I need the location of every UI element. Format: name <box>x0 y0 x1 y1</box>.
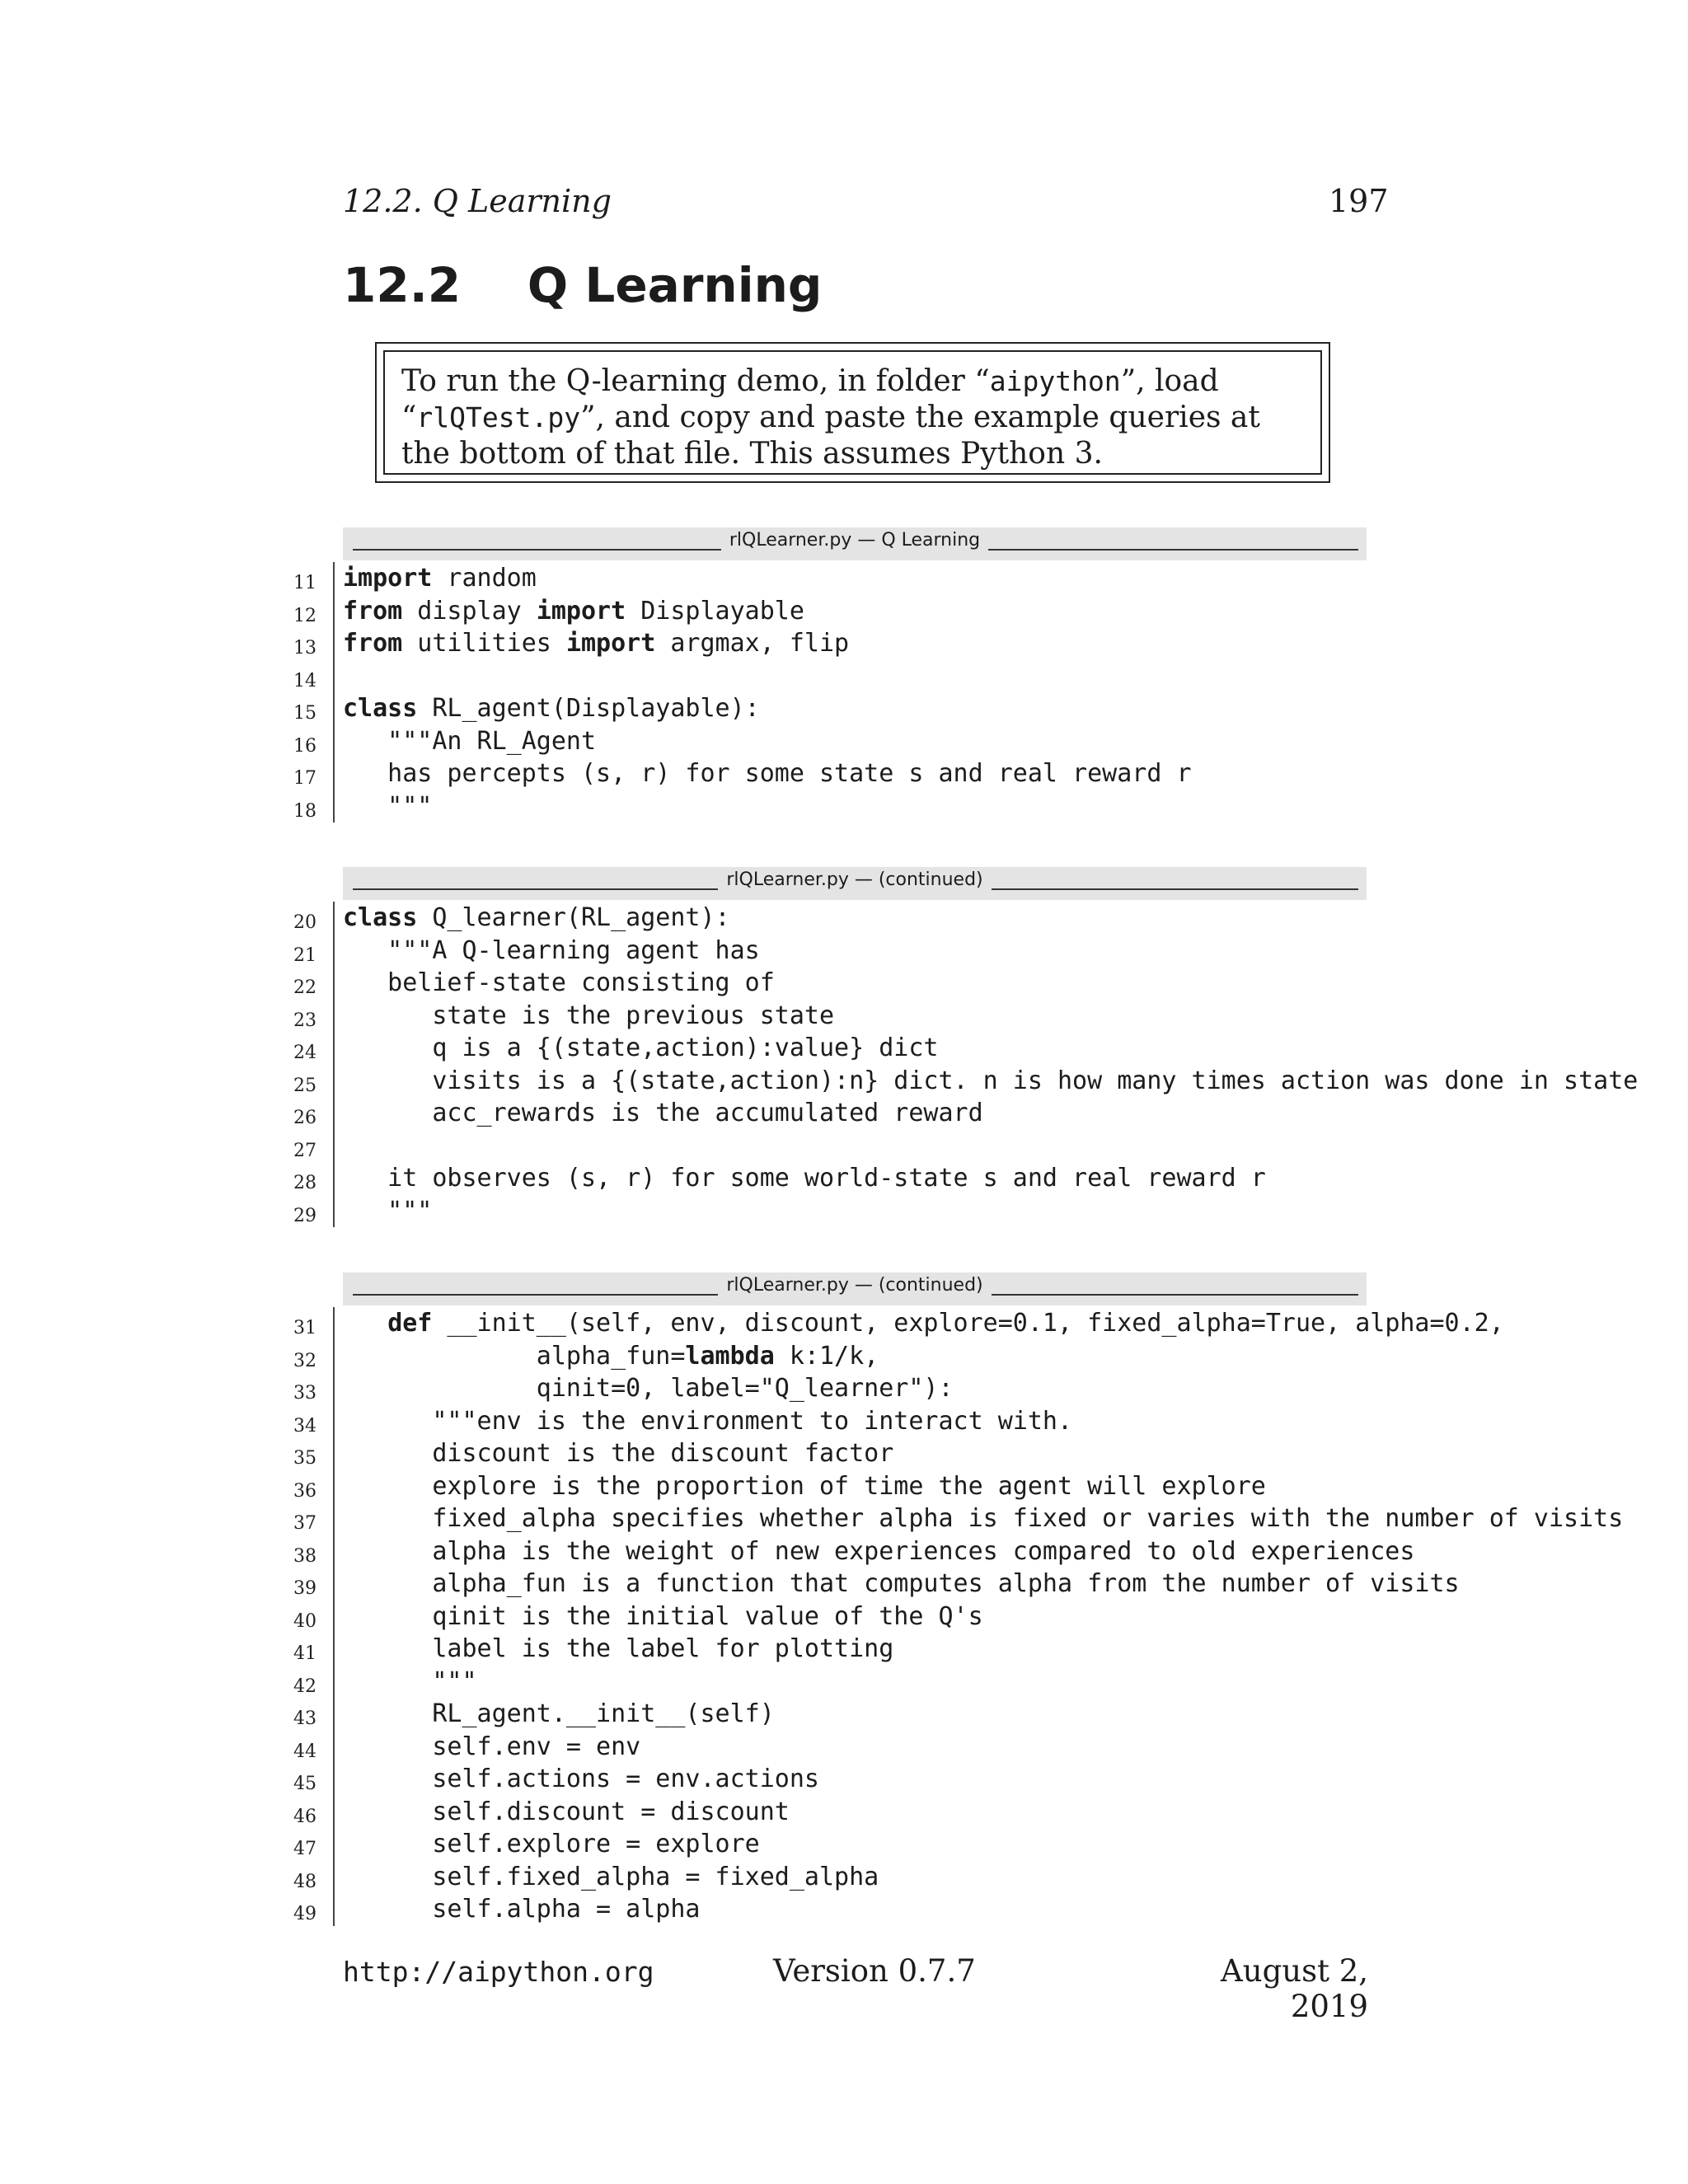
code-text <box>343 967 775 1000</box>
code-text <box>343 902 730 935</box>
line-number: 14 <box>293 670 316 691</box>
note-text-part: ”, and copy and paste the example queries at the bottom of that file. This assumes Python 3. <box>401 401 1260 471</box>
section-number: 12.2 <box>343 257 462 313</box>
code-fragment: fixed_alpha specifies whether alpha is fixed or varies with the number of visits <box>343 1504 1624 1533</box>
note-text <box>401 363 1312 472</box>
code-text <box>343 1065 1638 1098</box>
line-number: 31 <box>293 1318 316 1338</box>
line-number: 48 <box>293 1871 316 1892</box>
gutter-rule <box>333 935 335 968</box>
section-title: Q Learning <box>527 257 823 313</box>
code-fragment: has percepts (s, r) for some state s and real reward r <box>343 759 1192 788</box>
line-number: 44 <box>293 1741 316 1762</box>
line-number: 21 <box>293 944 316 966</box>
line-number: 29 <box>293 1205 316 1226</box>
gutter-rule <box>333 1340 335 1373</box>
code-fragment: discount is the discount factor <box>343 1439 894 1468</box>
code-text <box>343 1097 983 1130</box>
code-text <box>343 1195 432 1228</box>
note-text-part: ”, load “ <box>401 364 1219 434</box>
running-header-title: 12.2. Q Learning <box>343 183 612 219</box>
gutter-rule <box>333 757 335 790</box>
keyword: class <box>343 694 418 723</box>
keyword: lambda <box>685 1341 775 1371</box>
gutter-rule <box>333 1195 335 1228</box>
code-text <box>343 1828 760 1861</box>
gutter-rule <box>333 1763 335 1796</box>
code-fragment: it observes (s, r) for some world-state s and real reward r <box>343 1164 1266 1193</box>
code-text <box>343 562 537 595</box>
code-text <box>343 595 804 628</box>
line-number: 34 <box>293 1415 316 1436</box>
code-text <box>343 935 760 968</box>
code-block-title: rlQLearner.py — (continued) <box>718 1275 991 1296</box>
line-number: 13 <box>293 638 316 658</box>
code-fragment: """ <box>343 1196 433 1226</box>
gutter-rule <box>333 902 335 935</box>
note-box <box>375 342 1330 483</box>
gutter-rule <box>333 967 335 1000</box>
gutter-rule <box>333 1535 335 1568</box>
code-fragment: self.actions = env.actions <box>343 1765 819 1793</box>
keyword: from <box>343 596 403 626</box>
code-fragment: qinit is the initial value of the Q's <box>343 1601 983 1631</box>
code-block-title: rlQLearner.py — (continued) <box>718 869 991 890</box>
line-number: 42 <box>293 1675 316 1697</box>
keyword: import <box>565 629 656 658</box>
line-number: 45 <box>293 1774 316 1794</box>
gutter-rule <box>333 660 335 693</box>
code-text <box>343 1000 834 1033</box>
keyword: from <box>343 629 403 658</box>
keyword: import <box>536 596 626 626</box>
gutter-rule <box>333 1065 335 1098</box>
section-heading <box>343 257 822 313</box>
line-number: 32 <box>293 1350 316 1371</box>
code-fragment: qinit=0, label="Q_learner"): <box>343 1374 954 1403</box>
code-block-header <box>343 1272 1367 1305</box>
code-text <box>343 725 596 758</box>
code-text <box>343 790 432 823</box>
keyword: import <box>343 564 433 593</box>
code-fragment: """env is the environment to interact with. <box>343 1406 1073 1436</box>
line-number: 36 <box>293 1480 316 1502</box>
note-text-part: To run the Q-learning demo, in folder “ <box>401 364 990 398</box>
code-text <box>343 1666 477 1699</box>
code-text <box>343 1307 1504 1340</box>
line-number: 35 <box>293 1448 316 1469</box>
line-number: 33 <box>293 1383 316 1404</box>
gutter-rule <box>333 1502 335 1535</box>
code-text <box>343 1601 983 1633</box>
code-block-title: rlQLearner.py — Q Learning <box>721 530 988 551</box>
gutter-rule <box>333 1893 335 1926</box>
gutter-rule <box>333 1633 335 1666</box>
code-fragment: Q_learner(RL_agent): <box>417 903 730 932</box>
line-number: 17 <box>293 768 316 789</box>
page-number: 197 <box>1329 183 1389 219</box>
gutter-rule <box>333 1731 335 1764</box>
code-fragment: q is a {(state,action):value} dict <box>343 1033 939 1062</box>
line-number: 47 <box>293 1839 316 1859</box>
code-text <box>343 1698 775 1731</box>
footer-url: http://aipython.org <box>343 1956 654 1988</box>
line-number: 43 <box>293 1708 316 1729</box>
line-number: 22 <box>293 977 316 998</box>
line-number: 46 <box>293 1806 316 1827</box>
code-fragment: belief-state consisting of <box>343 968 775 997</box>
code-text <box>343 1032 938 1065</box>
gutter-rule <box>333 1162 335 1195</box>
gutter-rule <box>333 1307 335 1340</box>
code-fragment: self.env = env <box>343 1732 641 1761</box>
code-fragment: self.alpha = alpha <box>343 1895 701 1924</box>
code-fragment: Displayable <box>626 596 804 626</box>
code-fragment: argmax, flip <box>655 629 850 658</box>
code-fragment <box>343 1309 387 1338</box>
line-number: 11 <box>293 573 316 593</box>
gutter-rule <box>333 627 335 660</box>
footer-version: Version 0.7.7 <box>773 1953 976 1989</box>
line-number: 24 <box>293 1043 316 1063</box>
line-number: 15 <box>293 703 316 724</box>
file-name: rlQTest.py <box>416 401 581 434</box>
gutter-rule <box>333 1601 335 1633</box>
code-text <box>343 1372 954 1405</box>
code-text <box>343 1502 1623 1535</box>
line-number: 23 <box>293 1010 316 1031</box>
code-fragment: self.fixed_alpha = fixed_alpha <box>343 1862 879 1891</box>
line-number: 20 <box>293 912 316 933</box>
code-text <box>343 1568 1460 1601</box>
gutter-rule <box>333 1666 335 1699</box>
code-text <box>343 1731 640 1764</box>
line-number: 39 <box>293 1578 316 1599</box>
code-text <box>343 1535 1414 1568</box>
gutter-rule <box>333 595 335 628</box>
gutter-rule <box>333 1000 335 1033</box>
line-number: 16 <box>293 735 316 757</box>
code-fragment: visits is a {(state,action):n} dict. n is how many times action was done in state <box>343 1066 1639 1095</box>
gutter-rule <box>333 1698 335 1731</box>
gutter-rule <box>333 790 335 823</box>
line-number: 37 <box>293 1513 316 1534</box>
line-number: 41 <box>293 1643 316 1664</box>
code-text <box>343 1340 879 1373</box>
code-text <box>343 1405 1072 1438</box>
gutter-rule <box>333 1828 335 1861</box>
code-block-header <box>343 867 1367 900</box>
code-fragment: self.discount = discount <box>343 1797 790 1826</box>
keyword: class <box>343 903 418 932</box>
gutter-rule <box>333 725 335 758</box>
code-text <box>343 692 760 725</box>
code-fragment: utilities <box>402 629 566 658</box>
line-number: 27 <box>293 1140 316 1161</box>
code-text <box>343 1763 819 1796</box>
code-text <box>343 1633 893 1666</box>
code-fragment: """ <box>343 1666 477 1696</box>
code-text <box>343 1893 700 1926</box>
code-fragment: random <box>432 564 537 593</box>
code-fragment: alpha_fun is a function that computes alpha from the number of visits <box>343 1569 1460 1598</box>
line-number: 40 <box>293 1610 316 1632</box>
folder-name: aipython <box>989 365 1121 397</box>
code-fragment: RL_agent(Displayable): <box>417 694 760 723</box>
gutter-rule <box>333 1470 335 1503</box>
line-number: 12 <box>293 605 316 626</box>
footer-date: August 2, 2019 <box>1221 1953 1368 2024</box>
code-fragment: """ <box>343 791 433 821</box>
code-fragment: self.explore = explore <box>343 1830 760 1858</box>
gutter-rule <box>333 1032 335 1065</box>
gutter-rule <box>333 1437 335 1470</box>
code-fragment: __init__(self, env, discount, explore=0.1, fixed_alpha=True, alpha=0.2, <box>432 1309 1504 1338</box>
code-block-header <box>343 527 1367 560</box>
gutter-rule <box>333 1130 335 1163</box>
code-fragment: display <box>402 596 537 626</box>
keyword: def <box>387 1309 433 1338</box>
gutter-rule <box>333 1097 335 1130</box>
code-text <box>343 757 1192 790</box>
code-fragment: state is the previous state <box>343 1001 835 1030</box>
gutter-rule <box>333 692 335 725</box>
code-fragment: explore is the proportion of time the agent will explore <box>343 1471 1266 1501</box>
code-fragment: RL_agent.__init__(self) <box>343 1699 775 1728</box>
gutter-rule <box>333 1861 335 1894</box>
gutter-rule <box>333 1372 335 1405</box>
code-text <box>343 1796 790 1829</box>
code-text <box>343 1861 879 1894</box>
code-fragment: """A Q-learning agent has <box>343 935 760 965</box>
line-number: 28 <box>293 1173 316 1193</box>
line-number: 18 <box>293 800 316 822</box>
line-number: 25 <box>293 1075 316 1096</box>
code-fragment: acc_rewards is the accumulated reward <box>343 1099 983 1127</box>
code-text <box>343 1162 1266 1195</box>
line-number: 26 <box>293 1108 316 1128</box>
gutter-rule <box>333 1405 335 1438</box>
code-fragment: k:1/k, <box>774 1341 879 1371</box>
code-fragment: alpha is the weight of new experiences compared to old experiences <box>343 1536 1415 1566</box>
code-fragment: alpha_fun= <box>343 1341 686 1371</box>
code-text <box>343 1437 893 1470</box>
code-fragment: """An RL_Agent <box>343 726 597 756</box>
code-text <box>343 1470 1266 1503</box>
gutter-rule <box>333 1796 335 1829</box>
code-fragment: label is the label for plotting <box>343 1634 894 1663</box>
line-number: 49 <box>293 1904 316 1924</box>
gutter-rule <box>333 1568 335 1601</box>
code-text <box>343 627 849 660</box>
line-number: 38 <box>293 1545 316 1567</box>
gutter-rule <box>333 562 335 595</box>
